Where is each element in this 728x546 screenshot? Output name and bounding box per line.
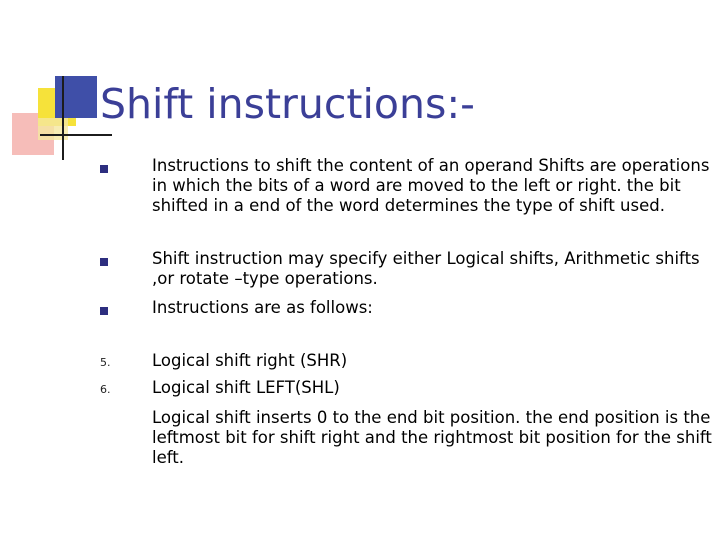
numbered-item: Logical shift LEFT(SHL) (152, 378, 340, 397)
decorative-horizontal-line (40, 134, 112, 136)
bullet-marker (100, 251, 108, 271)
bullet-marker (100, 300, 108, 320)
bullet-item: Shift instruction may specify either Logical shifts, Arithmetic shifts ,or rotate –type operations. (152, 249, 700, 288)
bullet-item: Instructions to shift the content of an operand Shifts are operations in which the bits of a word are moved to the left or right. the bit shifted in a end of the word determines the type of shift used. (152, 156, 710, 215)
note-paragraph: Logical shift inserts 0 to the end bit position. the end position is the leftmost bit for shift right and the rightmost bit position for the shift left. (152, 408, 712, 467)
decorative-vertical-line (62, 76, 64, 160)
bullet-marker (100, 158, 108, 178)
list-number: 5. (100, 356, 111, 369)
slide-title: Shift instructions:- (100, 80, 475, 128)
list-number: 6. (100, 383, 111, 396)
bullet-item: Instructions are as follows: (152, 298, 373, 317)
numbered-item: Logical shift right (SHR) (152, 351, 348, 370)
